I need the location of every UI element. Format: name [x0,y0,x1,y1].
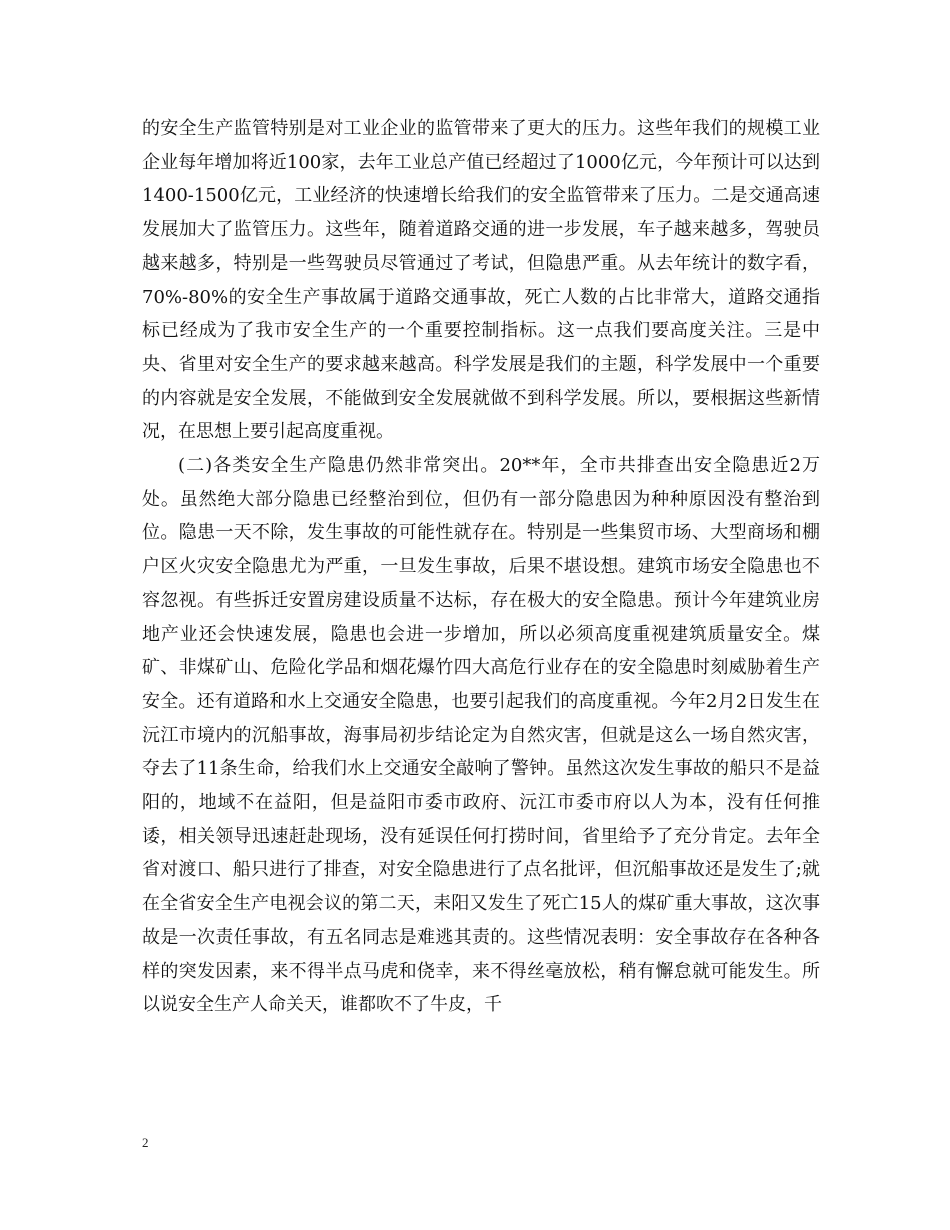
page-number: 2 [142,1135,149,1150]
document-body [142,112,820,1022]
paragraph-1: 的安全生产监管特别是对工业企业的监管带来了更大的压力。这些年我们的规模工业企业每年增加将近100家，去年工业总产值已经超过了1000亿元，今年预计可以达到1400-1500亿元，工业经济的快速增长给我们的安全监管带来了压力。二是交通高速发展加大了监管压力。这些年，随着道路交通的进一步发展，车子越来越多，驾驶员越来越多，特别是一些驾驶员尽管通过了考试，但隐患严重。从去年统计的数字看，70%-80%的安全生产事故属于道路交通事故，死亡人数的占比非常大，道路交通指标已经成为了我市安全生产的一个重要控制指标。这一点我们要高度关注。三是中央、省里对安全生产的要求越来越高。科学发展是我们的主题，科学发展中一个重要的内容就是安全发展，不能做到安全发展就做不到科学发展。所以，要根据这些新情况，在思想上要引起高度重视。 [142,118,820,443]
paragraph-2: (二)各类安全生产隐患仍然非常突出。20**年，全市共排查出安全隐患近2万处。虽然绝大部分隐患已经整治到位，但仍有一部分隐患因为种种原因没有整治到位。隐患一天不除，发生事故的可能性就存在。特别是一些集贸市场、大型商场和棚户区火灾安全隐患尤为严重，一旦发生事故，后果不堪设想。建筑市场安全隐患也不容忽视。有些拆迁安置房建设质量不达标，存在极大的安全隐患。预计今年建筑业房地产业还会快速发展，隐患也会进一步增加，所以必须高度重视建筑质量安全。煤矿、非煤矿山、危险化学品和烟花爆竹四大高危行业存在的安全隐患时刻威胁着生产安全。还有道路和水上交通安全隐患，也要引起我们的高度重视。今年2月2日发生在沅江市境内的沉船事故，海事局初步结论定为自然灾害，但就是这么一场自然灾害，夺去了11条生命，给我们水上交通安全敲响了警钟。虽然这次发生事故的船只不是益阳的，地域不在益阳，但是益阳市委市政府、沅江市委市府以人为本，没有任何推诿，相关领导迅速赶赴现场，没有延误任何打捞时间，省里给予了充分肯定。去年全省对渡口、船只进行了排查，对安全隐患进行了点名批评，但沉船事故还是发生了;就在全省安全生产电视会议的第二天，耒阳又发生了死亡15人的煤矿重大事故，这次事故是一次责任事故，有五名同志是难逃其责的。这些情况表明：安全事故存在各种各样的突发因素，来不得半点马虎和侥幸，来不得丝毫放松，稍有懈怠就可能发生。所以说安全生产人命关天，谁都吹不了牛皮，千 [142,455,820,1016]
